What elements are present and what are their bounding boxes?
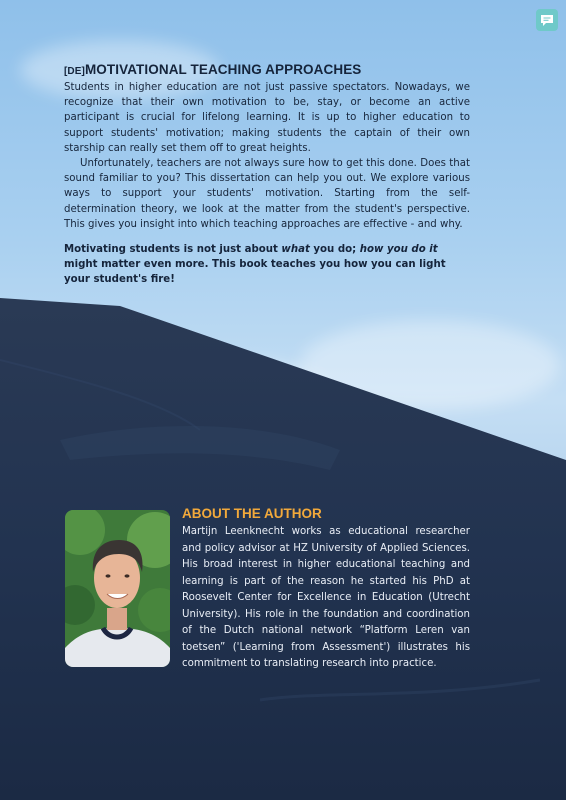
closing-text-3: might matter even more. This book teaches you how you can light your student's fire! bbox=[64, 259, 446, 286]
author-photo bbox=[65, 510, 170, 667]
closing-emphasis-1: what bbox=[281, 244, 310, 256]
blurb-paragraph-2: Unfortunately, teachers are not always sure how to get this done. Does that sound familiar to you? This dissertation can help you out. We explore various ways to support your students' motivation. Starting from the self-determination theory, we look at the matter from the student's perspective. This gives you insight into which teaching approaches are effective - and why. bbox=[64, 158, 470, 230]
closing-emphasis-2: how you do it bbox=[359, 244, 438, 256]
blurb-paragraph-1: Students in higher education are not just passive spectators. Nowadays, we recognize that their own motivation to be, stay, or become an active participant is crucial for lifelong learning. It is up to higher education to support students' motivation; making students the captain of their own starship can really set them off to great heights. bbox=[64, 82, 470, 154]
author-heading: ABOUT THE AUTHOR bbox=[182, 506, 322, 521]
blurb-title bbox=[64, 62, 470, 77]
author-bio: Martijn Leenknecht works as educational researcher and policy advisor at HZ University of Applied Sciences. His broad interest in higher educational teaching and learning is part of the reason he started his PhD at Roosevelt Center for Excellence in Education (Utrecht University). His role in the foundation and coordination of the Dutch national network “Platform Leren van toetsen” ('Learning from Assessment') illustrates his commitment to translating research into practice. bbox=[182, 526, 470, 669]
blurb-closing bbox=[64, 242, 470, 288]
title-text: MOTIVATIONAL TEACHING APPROACHES bbox=[84, 62, 362, 77]
comment-button[interactable] bbox=[536, 9, 558, 31]
closing-text-2: you do; bbox=[309, 244, 360, 256]
comment-icon bbox=[540, 14, 554, 27]
title-prefix: [DE] bbox=[64, 66, 85, 77]
closing-text-1: Motivating students is not just about bbox=[64, 244, 282, 256]
back-cover-blurb bbox=[64, 62, 470, 288]
